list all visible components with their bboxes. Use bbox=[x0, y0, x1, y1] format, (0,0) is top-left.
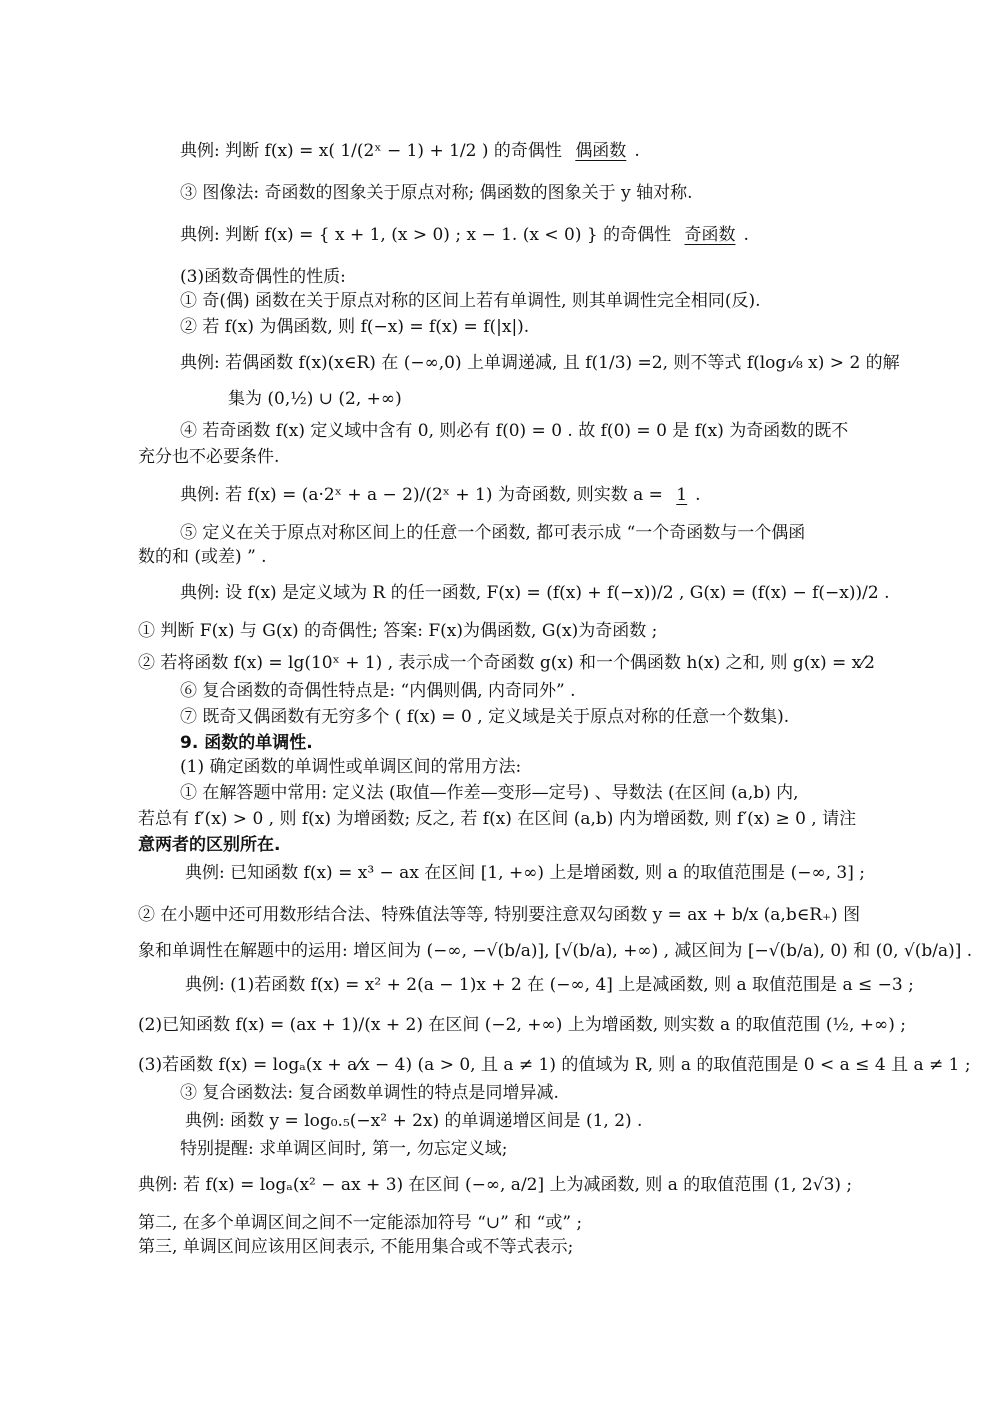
section-monotonicity bbox=[180, 732, 313, 754]
line-text: 特别提醒: 求单调区间时, 第一, 勿忘定义域; bbox=[180, 1139, 508, 1159]
line-text: (2)已知函数 f(x) = (ax + 1)/(x + 2) 在区间 (−2, +∞) 上为增函数, 则实数 a 的取值范围 (½, +∞) ; bbox=[138, 1015, 906, 1035]
line-text: ② 若 f(x) 为偶函数, 则 f(−x) = f(x) = f(|x|). bbox=[180, 317, 530, 337]
example-decomposition bbox=[180, 582, 889, 604]
property-4-cont bbox=[138, 446, 279, 468]
method-1-note bbox=[138, 834, 280, 856]
line-text: (3)若函数 f(x) = logₐ(x + a⁄x − 4) (a > 0, 且 a ≠ 1) 的值域为 R, 则 a 的取值范围是 0 < a ≤ 4 且 a ≠ 1 ; bbox=[138, 1055, 971, 1075]
property-7 bbox=[180, 706, 789, 728]
line-text: ② 若将函数 f(x) = lg(10ˣ + 1) , 表示成一个奇函数 g(x) 和一个偶函数 h(x) 之和, 则 g(x) = x⁄2 bbox=[138, 653, 875, 673]
line-text: ① 奇(偶) 函数在关于原点对称的区间上若有单调性, 则其单调性完全相同(反). bbox=[180, 291, 761, 311]
method-intro bbox=[180, 756, 521, 778]
example-rational bbox=[138, 1014, 906, 1036]
answer-blank: 1 bbox=[676, 485, 688, 505]
property-5-cont bbox=[138, 546, 267, 568]
example-odd-a bbox=[180, 484, 701, 506]
example-log-increase bbox=[185, 1110, 642, 1132]
line-text: 典例: 若 f(x) = logₐ(x² − ax + 3) 在区间 (−∞, a/2] 上为减函数, 则 a 的取值范围 (1, 2√3) ; bbox=[138, 1175, 853, 1195]
example-parity-odd bbox=[180, 224, 749, 246]
method-1 bbox=[180, 782, 799, 804]
line-text: 典例: 若偶函数 f(x)(x∈R) 在 (−∞,0) 上单调递减, 且 f(1/3) =2, 则不等式 f(log₁⁄₈ x) > 2 的解 bbox=[180, 353, 900, 373]
method-1-cont bbox=[138, 808, 856, 830]
line-text: ⑦ 既奇又偶函数有无穷多个 ( f(x) = 0 , 定义域是关于原点对称的任意一个数集). bbox=[180, 707, 790, 727]
line-text: 第二, 在多个单调区间之间不一定能添加符号 “∪” 和 “或” ; bbox=[138, 1213, 583, 1233]
line-text: 典例: 判断 f(x) = x( 1/(2ˣ − 1) + 1/2 ) 的奇偶性 bbox=[180, 141, 562, 161]
line-text: ② 在小题中还可用数形结合法、特殊值法等等, 特别要注意双勾函数 y = ax + b/x (a,b∈R₊) 图 bbox=[138, 905, 861, 925]
example-quadratic bbox=[185, 974, 914, 996]
line-text: ③ 复合函数法: 复合函数单调性的特点是同增异减. bbox=[180, 1083, 559, 1103]
example-parity-even bbox=[180, 140, 640, 162]
line-text: 充分也不必要条件. bbox=[138, 447, 280, 467]
line-text: 典例: 设 f(x) 是定义域为 R 的任一函数, F(x) = (f(x) + f(−x))/2 , G(x) = (f(x) − f(−x))/2 . bbox=[180, 583, 890, 603]
line-tail: . bbox=[743, 225, 749, 245]
reminder-2 bbox=[138, 1212, 582, 1234]
decomposition-q2 bbox=[138, 652, 875, 674]
line-text: 集为 (0,½) ∪ (2, +∞) bbox=[228, 389, 402, 409]
line-text: 典例: 判断 f(x) = { x + 1, (x > 0) ; x − 1. (x < 0) } 的奇偶性 bbox=[180, 225, 672, 245]
line-text: 典例: 已知函数 f(x) = x³ − ax 在区间 [1, +∞) 上是增函数, 则 a 的取值范围是 (−∞, 3] ; bbox=[185, 863, 865, 883]
method-2 bbox=[138, 904, 860, 926]
line-text: 数的和 (或差) ” . bbox=[138, 547, 267, 567]
section-heading bbox=[180, 266, 346, 288]
line-text: 典例: (1)若函数 f(x) = x² + 2(a − 1)x + 2 在 (−∞, 4] 上是减函数, 则 a 取值范围是 a ≤ −3 ; bbox=[185, 975, 914, 995]
line-text: ⑤ 定义在关于原点对称区间上的任意一个函数, 都可表示成 “一个奇函数与一个偶函 bbox=[180, 523, 806, 543]
line-text: ④ 若奇函数 f(x) 定义域中含有 0, 则必有 f(0) = 0 . 故 f(0) = 0 是 f(x) 为奇函数的既不 bbox=[180, 421, 849, 441]
graph-method bbox=[180, 182, 692, 204]
line-text: (1) 确定函数的单调性或单调区间的常用方法: bbox=[180, 757, 522, 777]
line-text: ① 在解答题中常用: 定义法 (取值—作差—变形—定号) 、导数法 (在区间 (a,b) 内, bbox=[180, 783, 799, 803]
property-4 bbox=[180, 420, 848, 442]
property-2 bbox=[180, 316, 529, 338]
decomposition-q1 bbox=[138, 620, 657, 642]
example-log-range bbox=[138, 1054, 971, 1076]
special-reminder bbox=[180, 1138, 507, 1160]
example-inequality bbox=[180, 352, 900, 374]
line-text: 若总有 f′(x) > 0 , 则 f(x) 为增函数; 反之, 若 f(x) 在区间 (a,b) 内为增函数, 则 f′(x) ≥ 0 , 请注 bbox=[138, 809, 857, 829]
property-1 bbox=[180, 290, 761, 312]
line-text: 意两者的区别所在. bbox=[138, 835, 281, 855]
example-inequality-answer bbox=[228, 388, 402, 410]
line-text: ③ 图像法: 奇函数的图象关于原点对称; 偶函数的图象关于 y 轴对称. bbox=[180, 183, 693, 203]
line-text: 象和单调性在解题中的运用: 增区间为 (−∞, −√(b/a)], [√(b/a), +∞) , 减区间为 [−√(b/a), 0) 和 (0, √(b/a)] . bbox=[138, 941, 973, 961]
line-text: ① 判断 F(x) 与 G(x) 的奇偶性; 答案: F(x)为偶函数, G(x)为奇函数 ; bbox=[138, 621, 658, 641]
example-cubic bbox=[185, 862, 865, 884]
method-2-cont bbox=[138, 940, 972, 962]
line-tail: . bbox=[695, 485, 701, 505]
reminder-3 bbox=[138, 1236, 573, 1258]
property-6 bbox=[180, 680, 576, 702]
line-text: ⑥ 复合函数的奇偶性特点是: “内偶则偶, 内奇同外” . bbox=[180, 681, 576, 701]
line-text: 典例: 函数 y = log₀.₅(−x² + 2x) 的单调递增区间是 (1, 2) . bbox=[185, 1111, 643, 1131]
property-5 bbox=[180, 522, 805, 544]
line-text: (3)函数奇偶性的性质: bbox=[180, 267, 346, 287]
line-text: 第三, 单调区间应该用区间表示, 不能用集合或不等式表示; bbox=[138, 1237, 574, 1257]
line-text: 9. 函数的单调性. bbox=[180, 733, 313, 753]
line-tail: . bbox=[634, 141, 640, 161]
method-3 bbox=[180, 1082, 559, 1104]
answer-blank: 奇函数 bbox=[684, 225, 736, 245]
line-text: 典例: 若 f(x) = (a·2ˣ + a − 2)/(2ˣ + 1) 为奇函数, 则实数 a = bbox=[180, 485, 663, 505]
example-log-decrease bbox=[138, 1174, 852, 1196]
answer-blank: 偶函数 bbox=[575, 141, 627, 161]
